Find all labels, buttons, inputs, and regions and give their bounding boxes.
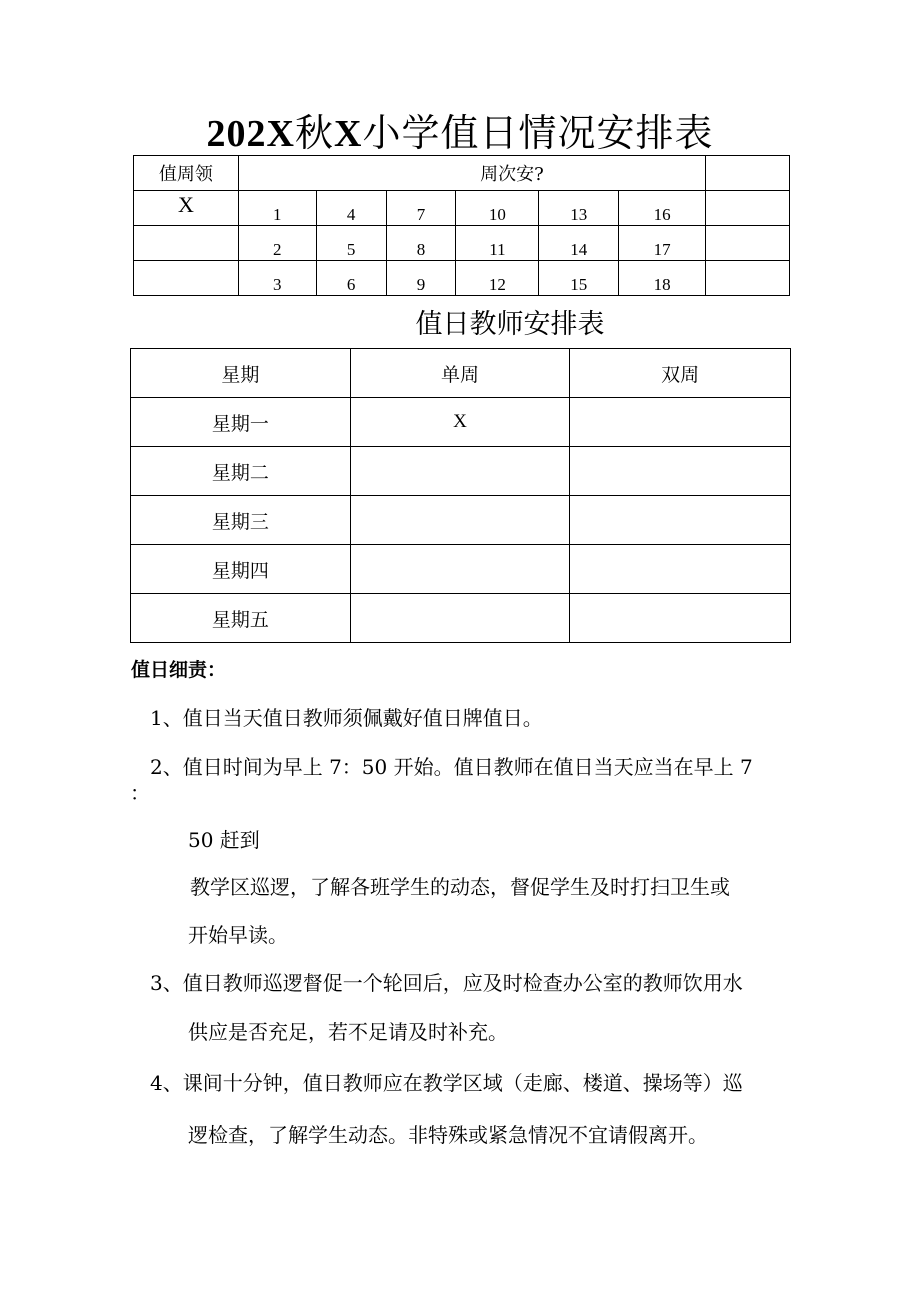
day-cell: 星期一 bbox=[131, 398, 351, 447]
even-week-cell bbox=[570, 398, 791, 447]
table-cell bbox=[706, 261, 790, 296]
header-day: 星期 bbox=[131, 349, 351, 398]
rule-line: 开始早读。 bbox=[188, 923, 288, 947]
page-title: 202X秋X小学值日情况安排表 bbox=[206, 111, 714, 155]
table-cell bbox=[134, 226, 239, 261]
rule-line: 50 赶到 bbox=[188, 828, 260, 852]
week-cell: 8 bbox=[386, 226, 456, 261]
odd-week-cell bbox=[350, 594, 570, 643]
schedule-label-cell: 周次安? bbox=[238, 156, 705, 191]
week-cell: 16 bbox=[619, 191, 706, 226]
header-even-week: 双周 bbox=[570, 349, 791, 398]
week-cell: 4 bbox=[316, 191, 386, 226]
week-cell: 12 bbox=[456, 261, 539, 296]
rules-heading: 值日细责： bbox=[131, 659, 227, 681]
odd-week-cell: X bbox=[350, 398, 570, 447]
week-schedule-table bbox=[133, 155, 790, 296]
week-cell: 5 bbox=[316, 226, 386, 261]
odd-week-cell bbox=[350, 447, 570, 496]
day-cell: 星期四 bbox=[131, 545, 351, 594]
week-cell: 7 bbox=[386, 191, 456, 226]
even-week-cell bbox=[570, 545, 791, 594]
leader-value-cell: X bbox=[134, 191, 239, 226]
rule-line: 逻检查，了解学生动态。非特殊或紧急情况不宜请假离开。 bbox=[188, 1123, 708, 1147]
week-cell: 17 bbox=[619, 226, 706, 261]
rule-line: 教学区巡逻，了解各班学生的动态，督促学生及时打扫卫生或 bbox=[190, 875, 730, 899]
even-week-cell bbox=[570, 594, 791, 643]
table-cell bbox=[706, 156, 790, 191]
week-cell: 14 bbox=[539, 226, 619, 261]
rule-line: 1、值日当天值日教师须佩戴好值日牌值日。 bbox=[150, 706, 543, 730]
even-week-cell bbox=[570, 447, 791, 496]
week-cell: 2 bbox=[238, 226, 316, 261]
rule-line: 4、课间十分钟，值日教师应在教学区域（走廊、楼道、操场等）巡 bbox=[150, 1071, 743, 1095]
leader-label-cell: 值周领 bbox=[134, 156, 239, 191]
day-cell: 星期三 bbox=[131, 496, 351, 545]
week-cell: 13 bbox=[539, 191, 619, 226]
table-cell bbox=[706, 191, 790, 226]
even-week-cell bbox=[570, 496, 791, 545]
rule-line: 3、值日教师巡逻督促一个轮回后，应及时检查办公室的教师饮用水 bbox=[150, 971, 743, 995]
rule-line: ： bbox=[130, 781, 150, 805]
week-cell: 18 bbox=[619, 261, 706, 296]
day-cell: 星期二 bbox=[131, 447, 351, 496]
duty-teacher-table bbox=[130, 348, 791, 643]
rule-line: 2、值日时间为早上 7：50 开始。值日教师在值日当天应当在早上 7 bbox=[150, 755, 753, 779]
day-cell: 星期五 bbox=[131, 594, 351, 643]
week-cell: 6 bbox=[316, 261, 386, 296]
odd-week-cell bbox=[350, 496, 570, 545]
week-cell: 1 bbox=[238, 191, 316, 226]
table-cell bbox=[134, 261, 239, 296]
table-cell bbox=[706, 226, 790, 261]
rule-line: 供应是否充足，若不足请及时补充。 bbox=[188, 1020, 508, 1044]
duty-table-title: 值日教师安排表 bbox=[415, 309, 605, 340]
week-cell: 3 bbox=[238, 261, 316, 296]
week-cell: 15 bbox=[539, 261, 619, 296]
header-odd-week: 单周 bbox=[350, 349, 570, 398]
week-cell: 10 bbox=[456, 191, 539, 226]
week-cell: 11 bbox=[456, 226, 539, 261]
odd-week-cell bbox=[350, 545, 570, 594]
week-cell: 9 bbox=[386, 261, 456, 296]
